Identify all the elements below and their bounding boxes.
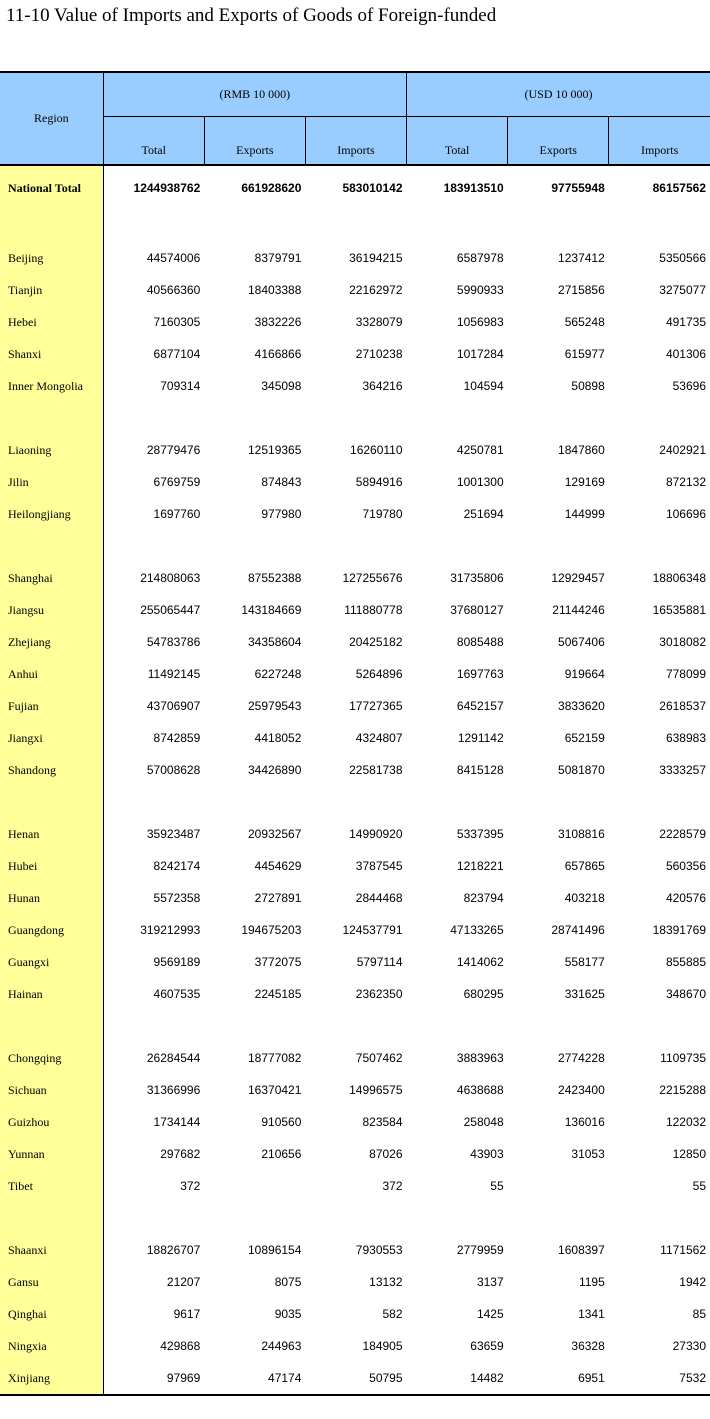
- value-cell: 1291142: [457, 731, 504, 745]
- value-cell: 8379791: [254, 251, 302, 265]
- table-row: [0, 1234, 710, 1266]
- table-row: [0, 306, 710, 338]
- table-row: [0, 1266, 710, 1298]
- table-row: [0, 722, 710, 754]
- value-cell: 14482: [407, 1362, 508, 1395]
- value-cell: 348670: [665, 987, 706, 1001]
- spacer-row: [0, 402, 710, 434]
- value-cell: 6587978: [456, 251, 504, 265]
- region-name-cell: Hebei: [0, 306, 103, 338]
- value-cell: 54783786: [146, 635, 201, 649]
- table-row: [0, 818, 710, 850]
- value-cell: 1697763: [456, 667, 504, 681]
- value-cell: 319212993: [140, 923, 201, 937]
- value-cell: 16370421: [248, 1083, 302, 1097]
- spacer-cell: [103, 1010, 710, 1042]
- value-cell: 2844468: [355, 891, 403, 905]
- value-cell: 3108816: [558, 827, 605, 841]
- value-cell: 2402921: [659, 443, 706, 457]
- value-cell: 144999: [564, 507, 605, 521]
- rmb-imports-header: Imports: [305, 117, 406, 166]
- value-cell: 1734144: [153, 1115, 201, 1129]
- value-cell: 36328: [571, 1339, 605, 1353]
- value-cell: 2727891: [254, 891, 302, 905]
- value-cell: 18806348: [652, 571, 706, 585]
- region-name-cell: Jiangsu: [0, 594, 103, 626]
- value-cell: 18391769: [652, 923, 706, 937]
- table-row: [0, 754, 710, 786]
- table-row: [0, 562, 710, 594]
- region-name-cell: Ningxia: [0, 1330, 103, 1362]
- table-row: [0, 370, 710, 402]
- value-cell: 2774228: [558, 1051, 605, 1065]
- value-cell: 4454629: [254, 859, 302, 873]
- table-row: [0, 1330, 710, 1362]
- value-cell: 638983: [665, 731, 706, 745]
- value-cell: 3883963: [456, 1051, 504, 1065]
- value-cell: 22162972: [349, 283, 403, 297]
- value-cell: 16260110: [350, 443, 403, 457]
- value-cell: 7507462: [355, 1051, 403, 1065]
- value-cell: 11492145: [147, 667, 201, 681]
- region-cell-empty: [0, 1010, 103, 1042]
- spacer-row: [0, 530, 710, 562]
- table-row: [0, 338, 710, 370]
- value-cell: 3137: [476, 1275, 504, 1289]
- region-cell-empty: [0, 1202, 103, 1234]
- value-cell: 297682: [160, 1147, 201, 1161]
- spacer-cell: [103, 1202, 710, 1234]
- value-cell: 565248: [564, 315, 605, 329]
- value-cell: 12929457: [551, 571, 605, 585]
- table-row: [0, 594, 710, 626]
- value-cell: 823794: [463, 891, 504, 905]
- value-cell: 5572358: [153, 891, 201, 905]
- value-cell: 26284544: [146, 1051, 201, 1065]
- value-cell: 127255676: [342, 571, 403, 585]
- value-cell: 1017284: [456, 347, 504, 361]
- region-name-cell: Hubei: [0, 850, 103, 882]
- region-cell-empty: [0, 786, 103, 818]
- region-name-cell: Hunan: [0, 882, 103, 914]
- value-cell: 16535881: [652, 603, 706, 617]
- value-cell: 364216: [362, 379, 403, 393]
- value-cell: 403218: [564, 891, 605, 905]
- region-name-cell: Gansu: [0, 1266, 103, 1298]
- spacer-row: [0, 1202, 710, 1234]
- value-cell: 8085488: [456, 635, 504, 649]
- value-cell: 5081870: [558, 763, 605, 777]
- value-cell: 20932567: [248, 827, 302, 841]
- value-cell: 53696: [672, 379, 706, 393]
- value-cell: 21144246: [552, 603, 605, 617]
- value-cell: 5067406: [558, 635, 605, 649]
- value-cell: 97755948: [551, 181, 605, 195]
- value-cell: 2715856: [558, 283, 605, 297]
- rmb-exports-header: Exports: [204, 117, 305, 166]
- value-cell: 258048: [463, 1115, 504, 1129]
- value-cell: 85: [692, 1307, 706, 1321]
- value-cell: 910560: [261, 1115, 302, 1129]
- value-cell: 1195: [578, 1275, 605, 1289]
- value-cell: 111880778: [344, 603, 403, 617]
- value-cell: 6769759: [153, 475, 201, 489]
- table-row: [0, 498, 710, 530]
- value-cell: 823584: [362, 1115, 403, 1129]
- page-title: 11-10 Value of Imports and Exports of Goods of Foreign-funded: [6, 5, 497, 26]
- table-row: [0, 274, 710, 306]
- spacer-cell: [103, 786, 710, 818]
- value-cell: 18403388: [248, 283, 302, 297]
- national-total-row: [0, 165, 710, 210]
- value-cell: 4250781: [456, 443, 504, 457]
- value-cell: 18826707: [146, 1243, 201, 1257]
- value-cell: 122032: [665, 1115, 706, 1129]
- value-cell: 977980: [261, 507, 302, 521]
- value-cell: 1608397: [558, 1243, 605, 1257]
- region-name-cell: Shandong: [0, 754, 103, 786]
- value-cell: 9617: [173, 1307, 201, 1321]
- region-name-cell: Chongqing: [0, 1042, 103, 1074]
- spacer-row: [0, 786, 710, 818]
- value-cell: 7160305: [153, 315, 201, 329]
- value-cell: 10896154: [248, 1243, 302, 1257]
- value-cell: 31053: [571, 1147, 605, 1161]
- region-name-cell: Inner Mongolia: [0, 370, 103, 402]
- usd-imports-header: Imports: [609, 117, 710, 166]
- region-name-cell: Tianjin: [0, 274, 103, 306]
- rmb-unit-header: (RMB 10 000): [103, 72, 406, 117]
- value-cell: 8075: [274, 1275, 302, 1289]
- value-cell: 6877104: [153, 347, 201, 361]
- value-cell: 3333257: [659, 763, 706, 777]
- table-row: [0, 1362, 710, 1395]
- value-cell: 429868: [160, 1339, 201, 1353]
- region-name-cell: Beijing: [0, 242, 103, 274]
- value-cell: 6951: [508, 1362, 609, 1395]
- table-row: [0, 978, 710, 1010]
- value-cell: 3328079: [355, 315, 403, 329]
- region-name-cell: Qinghai: [0, 1298, 103, 1330]
- value-cell: 8415128: [456, 763, 504, 777]
- value-cell: 3772075: [254, 955, 302, 969]
- value-cell: 1244938762: [133, 181, 201, 195]
- value-cell: 3832226: [254, 315, 302, 329]
- value-cell: 97969: [103, 1362, 204, 1395]
- region-name-cell: Heilongjiang: [0, 498, 103, 530]
- value-cell: 652159: [564, 731, 605, 745]
- region-name-cell: Jiangxi: [0, 722, 103, 754]
- region-name-cell: Yunnan: [0, 1138, 103, 1170]
- value-cell: 372: [180, 1179, 201, 1193]
- value-cell: 13132: [369, 1275, 403, 1289]
- value-cell: 214808063: [140, 571, 201, 585]
- value-cell: 5894916: [355, 475, 403, 489]
- value-cell: 5350566: [659, 251, 706, 265]
- value-cell: 709314: [160, 379, 201, 393]
- table-row: [0, 1170, 710, 1202]
- value-cell: 50898: [571, 379, 605, 393]
- value-cell: 4324807: [355, 731, 403, 745]
- value-cell: 8242174: [153, 859, 201, 873]
- value-cell: 2710238: [355, 347, 403, 361]
- table-row: [0, 466, 710, 498]
- value-cell: 35923487: [146, 827, 201, 841]
- value-cell: 778099: [665, 667, 706, 681]
- value-cell: 1001300: [456, 475, 504, 489]
- value-cell: 1341: [578, 1307, 605, 1321]
- region-name-cell: Sichuan: [0, 1074, 103, 1106]
- value-cell: 401306: [665, 347, 706, 361]
- region-name-cell: National Total: [0, 165, 103, 210]
- value-cell: 12850: [672, 1147, 706, 1161]
- value-cell: 1942: [679, 1275, 706, 1289]
- table-row: [0, 658, 710, 690]
- usd-unit-header: (USD 10 000): [407, 72, 710, 117]
- value-cell: 3787545: [355, 859, 403, 873]
- value-cell: 55: [490, 1179, 504, 1193]
- value-cell: 50795: [305, 1362, 406, 1395]
- value-cell: 86157562: [652, 181, 706, 195]
- value-cell: 31366996: [146, 1083, 201, 1097]
- value-cell: 680295: [463, 987, 504, 1001]
- value-cell: 12519365: [248, 443, 302, 457]
- value-cell: 22581738: [349, 763, 403, 777]
- value-cell: 4638688: [456, 1083, 504, 1097]
- value-cell: 194675203: [241, 923, 302, 937]
- value-cell: 2618537: [659, 699, 706, 713]
- region-name-cell: Guizhou: [0, 1106, 103, 1138]
- value-cell: 87552388: [248, 571, 302, 585]
- value-cell: 9035: [274, 1307, 302, 1321]
- table-row: [0, 850, 710, 882]
- region-name-cell: Shanxi: [0, 338, 103, 370]
- value-cell: 855885: [665, 955, 706, 969]
- value-cell: 40566360: [146, 283, 201, 297]
- value-cell: 36194215: [349, 251, 403, 265]
- region-name-cell: Guangdong: [0, 914, 103, 946]
- value-cell: 3833620: [558, 699, 605, 713]
- value-cell: 1109735: [660, 1051, 706, 1065]
- rmb-total-header: Total: [103, 117, 204, 166]
- table-row: [0, 626, 710, 658]
- value-cell: 25979543: [248, 699, 302, 713]
- value-cell: 43706907: [146, 699, 201, 713]
- value-cell: 6227248: [254, 667, 302, 681]
- value-cell: 34358604: [248, 635, 302, 649]
- value-cell: [508, 1170, 609, 1202]
- value-cell: [204, 1170, 305, 1202]
- value-cell: 560356: [665, 859, 706, 873]
- value-cell: 27330: [672, 1339, 706, 1353]
- value-cell: 661928620: [241, 181, 302, 195]
- table-row: [0, 1138, 710, 1170]
- value-cell: 1847860: [558, 443, 605, 457]
- value-cell: 104594: [463, 379, 504, 393]
- value-cell: 5990933: [456, 283, 504, 297]
- value-cell: 1414062: [456, 955, 504, 969]
- value-cell: 583010142: [342, 181, 403, 195]
- value-cell: 3018082: [659, 635, 706, 649]
- value-cell: 345098: [261, 379, 302, 393]
- region-name-cell: Fujian: [0, 690, 103, 722]
- region-cell-empty: [0, 210, 103, 242]
- value-cell: 919664: [564, 667, 605, 681]
- value-cell: 2423400: [558, 1083, 605, 1097]
- value-cell: 5337395: [456, 827, 504, 841]
- value-cell: 874843: [261, 475, 302, 489]
- value-cell: 44574006: [146, 251, 201, 265]
- value-cell: 21207: [166, 1275, 201, 1289]
- value-cell: 28741496: [551, 923, 605, 937]
- table-row: [0, 690, 710, 722]
- value-cell: 4166866: [254, 347, 302, 361]
- value-cell: 129169: [564, 475, 605, 489]
- spacer-cell: [103, 530, 710, 562]
- region-name-cell: Henan: [0, 818, 103, 850]
- value-cell: 2362350: [355, 987, 403, 1001]
- value-cell: 255065447: [140, 603, 201, 617]
- value-cell: 28779476: [146, 443, 201, 457]
- region-name-cell: Shanghai: [0, 562, 103, 594]
- table-row: [0, 242, 710, 274]
- value-cell: 87026: [369, 1147, 403, 1161]
- value-cell: 244963: [261, 1339, 302, 1353]
- value-cell: 57008628: [146, 763, 201, 777]
- table-row: [0, 914, 710, 946]
- value-cell: 558177: [564, 955, 605, 969]
- value-cell: 18777082: [248, 1051, 302, 1065]
- value-cell: 872132: [665, 475, 706, 489]
- value-cell: 184905: [362, 1339, 403, 1353]
- value-cell: 2215288: [659, 1083, 706, 1097]
- region-name-cell: Anhui: [0, 658, 103, 690]
- region-header: Region: [0, 72, 103, 165]
- value-cell: 657865: [564, 859, 605, 873]
- value-cell: 1171562: [660, 1243, 706, 1257]
- region-name-cell: Jilin: [0, 466, 103, 498]
- value-cell: 20425182: [349, 635, 403, 649]
- table-row: [0, 1298, 710, 1330]
- value-cell: 4607535: [153, 987, 201, 1001]
- value-cell: 2245185: [254, 987, 302, 1001]
- spacer-row: [0, 1010, 710, 1042]
- value-cell: 5797114: [356, 955, 403, 969]
- value-cell: 615977: [564, 347, 605, 361]
- table-row: [0, 1106, 710, 1138]
- value-cell: 420576: [665, 891, 706, 905]
- usd-total-header: Total: [407, 117, 508, 166]
- value-cell: 47133265: [450, 923, 504, 937]
- value-cell: 1697760: [153, 507, 201, 521]
- region-name-cell: Xinjiang: [0, 1362, 103, 1395]
- table-row: [0, 882, 710, 914]
- region-name-cell: Hainan: [0, 978, 103, 1010]
- region-cell-empty: [0, 530, 103, 562]
- table-row: [0, 946, 710, 978]
- value-cell: 43903: [470, 1147, 504, 1161]
- value-cell: 372: [382, 1179, 403, 1193]
- table-row: [0, 1074, 710, 1106]
- value-cell: 2228579: [659, 827, 706, 841]
- value-cell: 3275077: [659, 283, 706, 297]
- spacer-cell: [103, 210, 710, 242]
- region-name-cell: Tibet: [0, 1170, 103, 1202]
- region-name-cell: Shaanxi: [0, 1234, 103, 1266]
- value-cell: 1218221: [456, 859, 504, 873]
- value-cell: 1425: [476, 1307, 504, 1321]
- value-cell: 37680127: [450, 603, 504, 617]
- table-row: [0, 1042, 710, 1074]
- table-body: [0, 165, 710, 1395]
- value-cell: 183913510: [443, 181, 504, 195]
- value-cell: 719780: [362, 507, 403, 521]
- table-row: [0, 434, 710, 466]
- spacer-cell: [103, 402, 710, 434]
- value-cell: 251694: [463, 507, 504, 521]
- region-name-cell: Zhejiang: [0, 626, 103, 658]
- imports-exports-table: [0, 71, 710, 1396]
- value-cell: 491735: [665, 315, 706, 329]
- value-cell: 143184669: [241, 603, 302, 617]
- value-cell: 5264896: [355, 667, 403, 681]
- value-cell: 34426890: [248, 763, 302, 777]
- spacer-row: [0, 210, 710, 242]
- value-cell: 17727365: [349, 699, 403, 713]
- region-name-cell: Guangxi: [0, 946, 103, 978]
- value-cell: 31735806: [450, 571, 504, 585]
- value-cell: 8742859: [153, 731, 201, 745]
- value-cell: 9569189: [153, 955, 201, 969]
- region-name-cell: Liaoning: [0, 434, 103, 466]
- value-cell: 47174: [204, 1362, 305, 1395]
- value-cell: 4418052: [254, 731, 302, 745]
- value-cell: 7532: [609, 1362, 710, 1395]
- usd-exports-header: Exports: [508, 117, 609, 166]
- value-cell: 55: [692, 1179, 706, 1193]
- value-cell: 124537791: [342, 923, 403, 937]
- value-cell: 7930553: [355, 1243, 403, 1257]
- region-cell-empty: [0, 402, 103, 434]
- value-cell: 6452157: [456, 699, 504, 713]
- value-cell: 2779959: [456, 1243, 504, 1257]
- value-cell: 106696: [665, 507, 706, 521]
- value-cell: 1237412: [558, 251, 605, 265]
- value-cell: 14990920: [349, 827, 403, 841]
- value-cell: 14996575: [349, 1083, 403, 1097]
- value-cell: 136016: [564, 1115, 605, 1129]
- value-cell: 331625: [564, 987, 605, 1001]
- value-cell: 1056983: [456, 315, 504, 329]
- value-cell: 582: [382, 1307, 403, 1321]
- value-cell: 210656: [261, 1147, 302, 1161]
- value-cell: 63659: [470, 1339, 504, 1353]
